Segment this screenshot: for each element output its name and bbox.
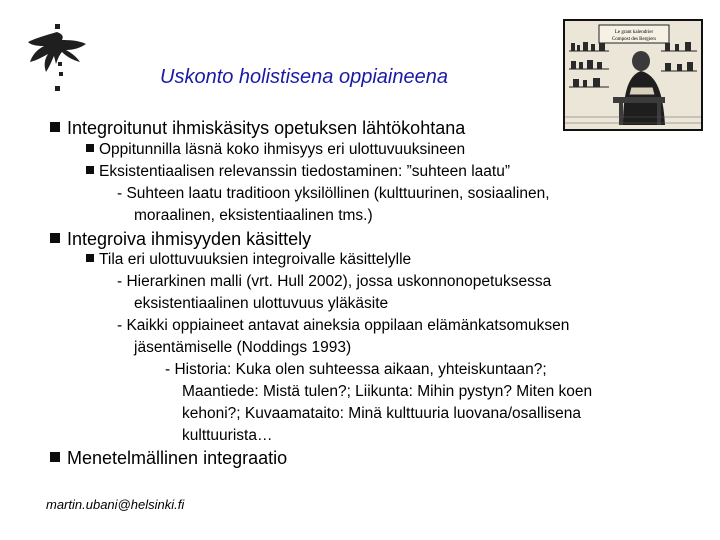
bullet-level1-3: Menetelmällinen integraatio [50,448,287,469]
bullet-level3-3-cont: jäsentämiselle (Noddings 1993) [134,339,352,356]
bullet-level4-1-cont3: kulttuurista… [182,427,273,444]
bullet-level2-3: Tila eri ulottuvuuksien integroivalle käsittelylle [86,251,411,269]
footer-email: martin.ubani@helsinki.fi [46,497,185,512]
bullet-level1-2: Integroiva ihmisyyden käsittely [50,229,311,250]
square-bullet-icon [50,452,60,462]
bullet-level4-1: - Historia: Kuka olen suhteessa aikaan, yhteiskuntaan?; [165,361,547,378]
square-bullet-icon [86,144,94,152]
woodcut-caption-2: Compost des Bergiers [611,37,657,42]
square-bullet-icon [50,122,60,132]
bullet-level3-1: - Suhteen laatu traditioon yksilöllinen (kulttuurinen, sosiaalinen, [117,185,550,202]
square-bullet-icon [50,233,60,243]
bullet-level3-2-cont: eksistentiaalinen ulottuvuus yläkäsite [134,295,389,312]
slide-title: Uskonto holistisena oppiaineena [160,66,448,88]
bullet-level1-1: Integroitunut ihmiskäsitys opetuksen lähtökohtana [50,118,465,139]
square-bullet-icon [86,254,94,262]
woodcut-caption-1: Le grant kalendrier [614,30,654,35]
bullet-level2-1: Oppitunnilla läsnä koko ihmisyys eri ulottuvuuksineen [86,141,465,159]
bullet-level2-2: Eksistentiaalisen relevanssin tiedostaminen: ”suhteen laatu” [86,163,510,181]
bullet-level4-1-cont1: Maantiede: Mistä tulen?; Liikunta: Mihin pystyn? Miten koen [182,383,593,400]
bullet-level4-1-cont2: kehoni?; Kuvaamataito: Minä kulttuuria luovana/osallisena [182,405,581,422]
bullet-level3-1-cont: moraalinen, eksistentiaalinen tms.) [134,207,373,224]
bullet-level3-3: - Kaikki oppiaineet antavat aineksia oppilaan elämänkatsomuksen [117,317,570,334]
bullet-level3-2: - Hierarkinen malli (vrt. Hull 2002), jossa uskonnonopetuksessa [117,273,552,290]
square-bullet-icon [86,166,94,174]
